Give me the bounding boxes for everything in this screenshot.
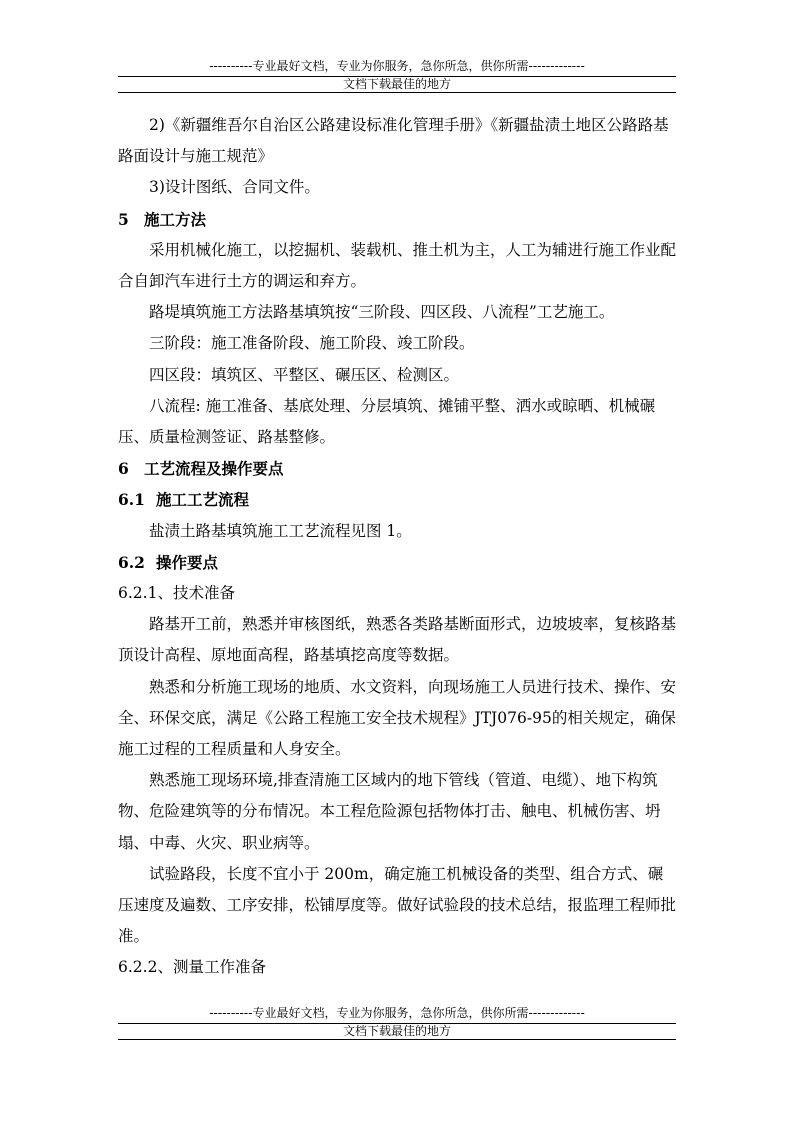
paragraph-site-environment: 熟悉施工现场环境,排查清施工区域内的地下管线（管道、电缆）、地下构筑物、危险建筑等的分布情况。本工程危险源包括物体打击、触电、机械伤害、坍塌、中毒、火灾、职业病等。 (118, 771, 661, 852)
paragraph-mechanized-construction: 采用机械化施工，以挖掘机、装载机、推土机为主，人工为辅进行施工作业配合自卸汽车进行土方的调运和弃方。 (118, 240, 677, 291)
paragraph-trial-section: 试验路段，长度不宜小于 200m，确定施工机械设备的类型、组合方式、碾压速度及遍数、工序安排，松铺厚度等。做好试验段的技术总结，报监理工程师批准。 (118, 864, 677, 946)
subsection-heading-6-2-2: 6.2.2、测量工作准备 (118, 958, 266, 977)
footer-subtitle: 文档下载最佳的地方 (342, 1024, 451, 1038)
paragraph-references-manual: 2)《新疆维吾尔自治区公路建设标准化管理手册》《新疆盐渍土地区公路路基路面设计与施工规范》 (118, 116, 669, 166)
footer-rule-thin (118, 1039, 676, 1040)
paragraph-flowchart-reference: 盐渍土路基填筑施工工艺流程见图 1。 (149, 521, 412, 540)
paragraph-site-geology: 熟悉和分析施工现场的地质、水文资料，向现场施工人员进行技术、操作、安全、环保交底，满足《公路工程施工安全技术规程》JTJ076-95的相关规定，确保施工过程的工程质量和人身安全。 (118, 677, 677, 759)
paragraph-eight-processes: 八流程: 施工准备、基底处理、分层填筑、摊铺平整、洒水或晾晒、机械碾压、质量检测签证、路基整修。 (118, 396, 656, 447)
page-header (118, 58, 676, 93)
paragraph-references-drawings: 3)设计图纸、合同文件。 (149, 178, 320, 197)
paragraph-embankment-method: 路堤填筑施工方法路基填筑按“三阶段、四区段、八流程”工艺施工。 (149, 303, 615, 322)
header-rule-thin (118, 92, 676, 93)
section-number: 5 (118, 209, 129, 229)
page-footer (118, 1005, 676, 1040)
subsection-heading-6-2-1: 6.2.1、技术准备 (118, 584, 235, 603)
section-title: 操作要点 (156, 552, 219, 572)
footer-tagline: ----------专业最好文档，专业为你服务，急你所急，供你所需------------- (209, 1006, 585, 1020)
section-number: 6 (118, 459, 129, 479)
header-tagline: ----------专业最好文档，专业为你服务，急你所急，供你所需------------- (209, 59, 585, 73)
section-heading-6-2 (118, 547, 676, 578)
paragraph-four-zones: 四区段：填筑区、平整区、碾压区、检测区。 (149, 365, 460, 384)
paragraph-review-drawings: 路基开工前，熟悉并审核图纸，熟悉各类路基断面形式，边坡坡率，复核路基顶设计高程、原地面高程，路基填挖高度等数据。 (118, 615, 677, 665)
section-title: 施工工艺流程 (156, 490, 250, 510)
section-heading-6 (118, 453, 676, 484)
section-heading-6-1 (118, 484, 676, 515)
section-number: 6.1 (118, 490, 145, 510)
section-title: 施工方法 (144, 209, 207, 229)
section-number: 6.2 (118, 552, 145, 572)
section-title: 工艺流程及操作要点 (144, 459, 284, 479)
document-body (118, 110, 676, 984)
paragraph-three-stages: 三阶段：施工准备阶段、施工阶段、竣工阶段。 (149, 334, 475, 353)
section-heading-5 (118, 204, 676, 235)
header-subtitle: 文档下载最佳的地方 (342, 77, 451, 91)
